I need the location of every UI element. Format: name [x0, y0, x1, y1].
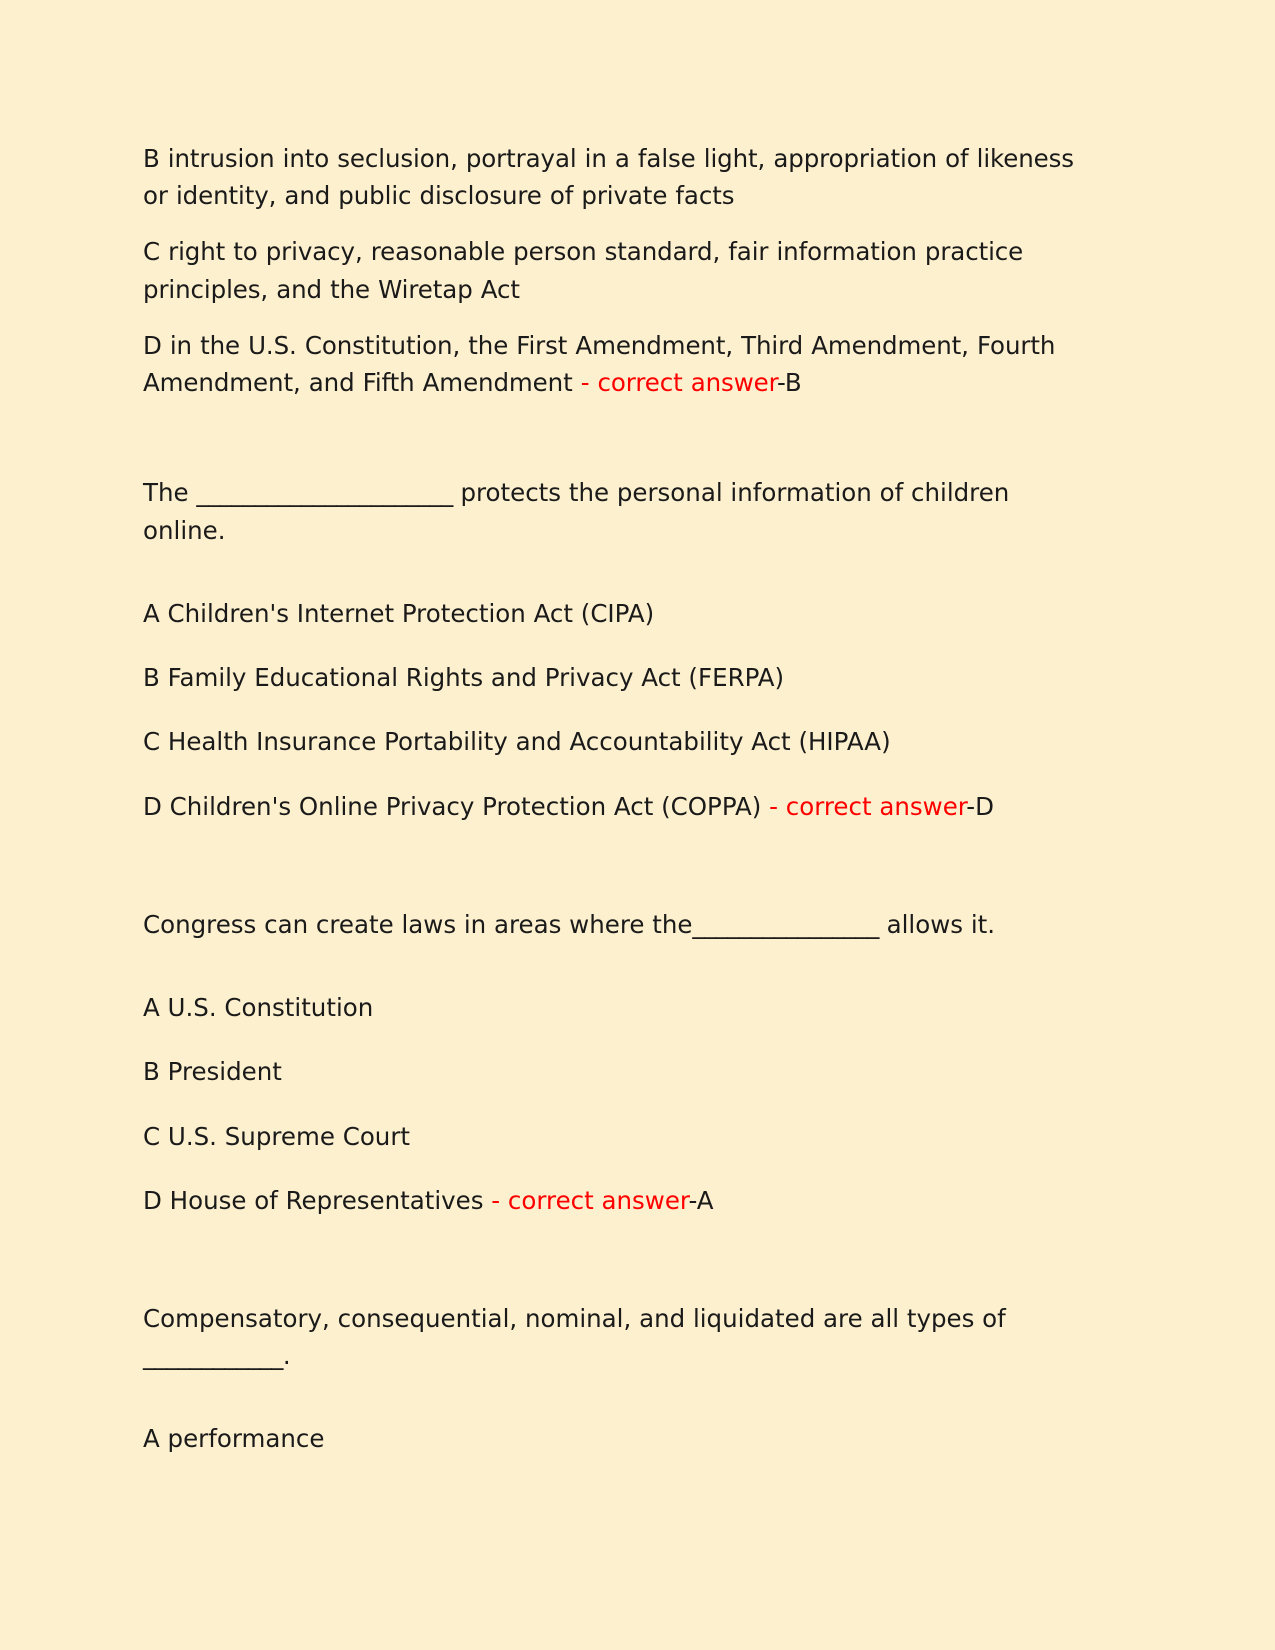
spacer — [143, 1246, 1085, 1300]
question2-stem-before: The — [143, 478, 197, 508]
question4-stem — [143, 1300, 1085, 1374]
question3-blank: ________________ — [692, 909, 879, 939]
question3-stem-before: Congress can create laws in areas where the — [143, 909, 693, 939]
question2-stem — [143, 474, 1085, 548]
question4-stem-line1: Compensatory, consequential, nominal, and liquidated are all types of — [143, 1303, 1006, 1333]
spacer — [143, 420, 1085, 474]
question3-correct-answer-label: - correct answer — [483, 1185, 689, 1215]
question2-correct-answer-value: -D — [966, 791, 995, 821]
question2-option-a: A Children's Internet Protection Act (CIPA) — [143, 598, 655, 628]
spacer — [143, 549, 1085, 595]
question3-stem-after: allows it. — [878, 909, 996, 939]
question2-option-b: B Family Educational Rights and Privacy Act (FERPA) — [143, 663, 785, 693]
question4-option-a: A performance — [143, 1424, 325, 1454]
question3-option-d-text: D House of Representatives — [143, 1185, 484, 1215]
question2-option-c: C Health Insurance Portability and Accountability Act (HIPAA) — [143, 727, 891, 757]
question1-option-d-text: D in the U.S. Constitution, the First Amendment, Third Amendment, Fourth Amendment, and Fifth Amendment — [143, 330, 1056, 398]
question3-option-b: B President — [143, 1057, 282, 1087]
question3-option-a: A U.S. Constitution — [143, 993, 374, 1023]
question4-blank: ____________ — [143, 1341, 283, 1371]
question3-correct-answer-value: -A — [688, 1185, 714, 1215]
question3-option-c: C U.S. Supreme Court — [143, 1121, 411, 1151]
question3-option-d — [143, 1182, 1085, 1219]
question4-stem-period: . — [282, 1341, 291, 1371]
question1-option-d — [143, 327, 1085, 401]
spacer — [143, 1374, 1085, 1420]
question2-option-d — [143, 788, 1085, 825]
question1-correct-answer-value: -B — [777, 368, 802, 398]
question1-option-c: C right to privacy, reasonable person standard, fair information practice principles, and the Wiretap Act — [143, 237, 1024, 304]
question2-option-d-text: D Children's Online Privacy Protection Act (COPPA) — [143, 791, 762, 821]
question2-blank: ______________________ — [196, 478, 453, 508]
question1-correct-answer-label: - correct answer — [572, 368, 778, 398]
question1-option-b: B intrusion into seclusion, portrayal in a false light, appropriation of likeness or identity, and public disclosure of private facts — [143, 144, 1074, 211]
spacer — [143, 943, 1085, 989]
spacer — [143, 852, 1085, 906]
question2-stem-after: protects the personal information of children online. — [143, 478, 1010, 545]
question2-correct-answer-label: - correct answer — [761, 791, 967, 821]
question3-stem — [143, 906, 1085, 943]
